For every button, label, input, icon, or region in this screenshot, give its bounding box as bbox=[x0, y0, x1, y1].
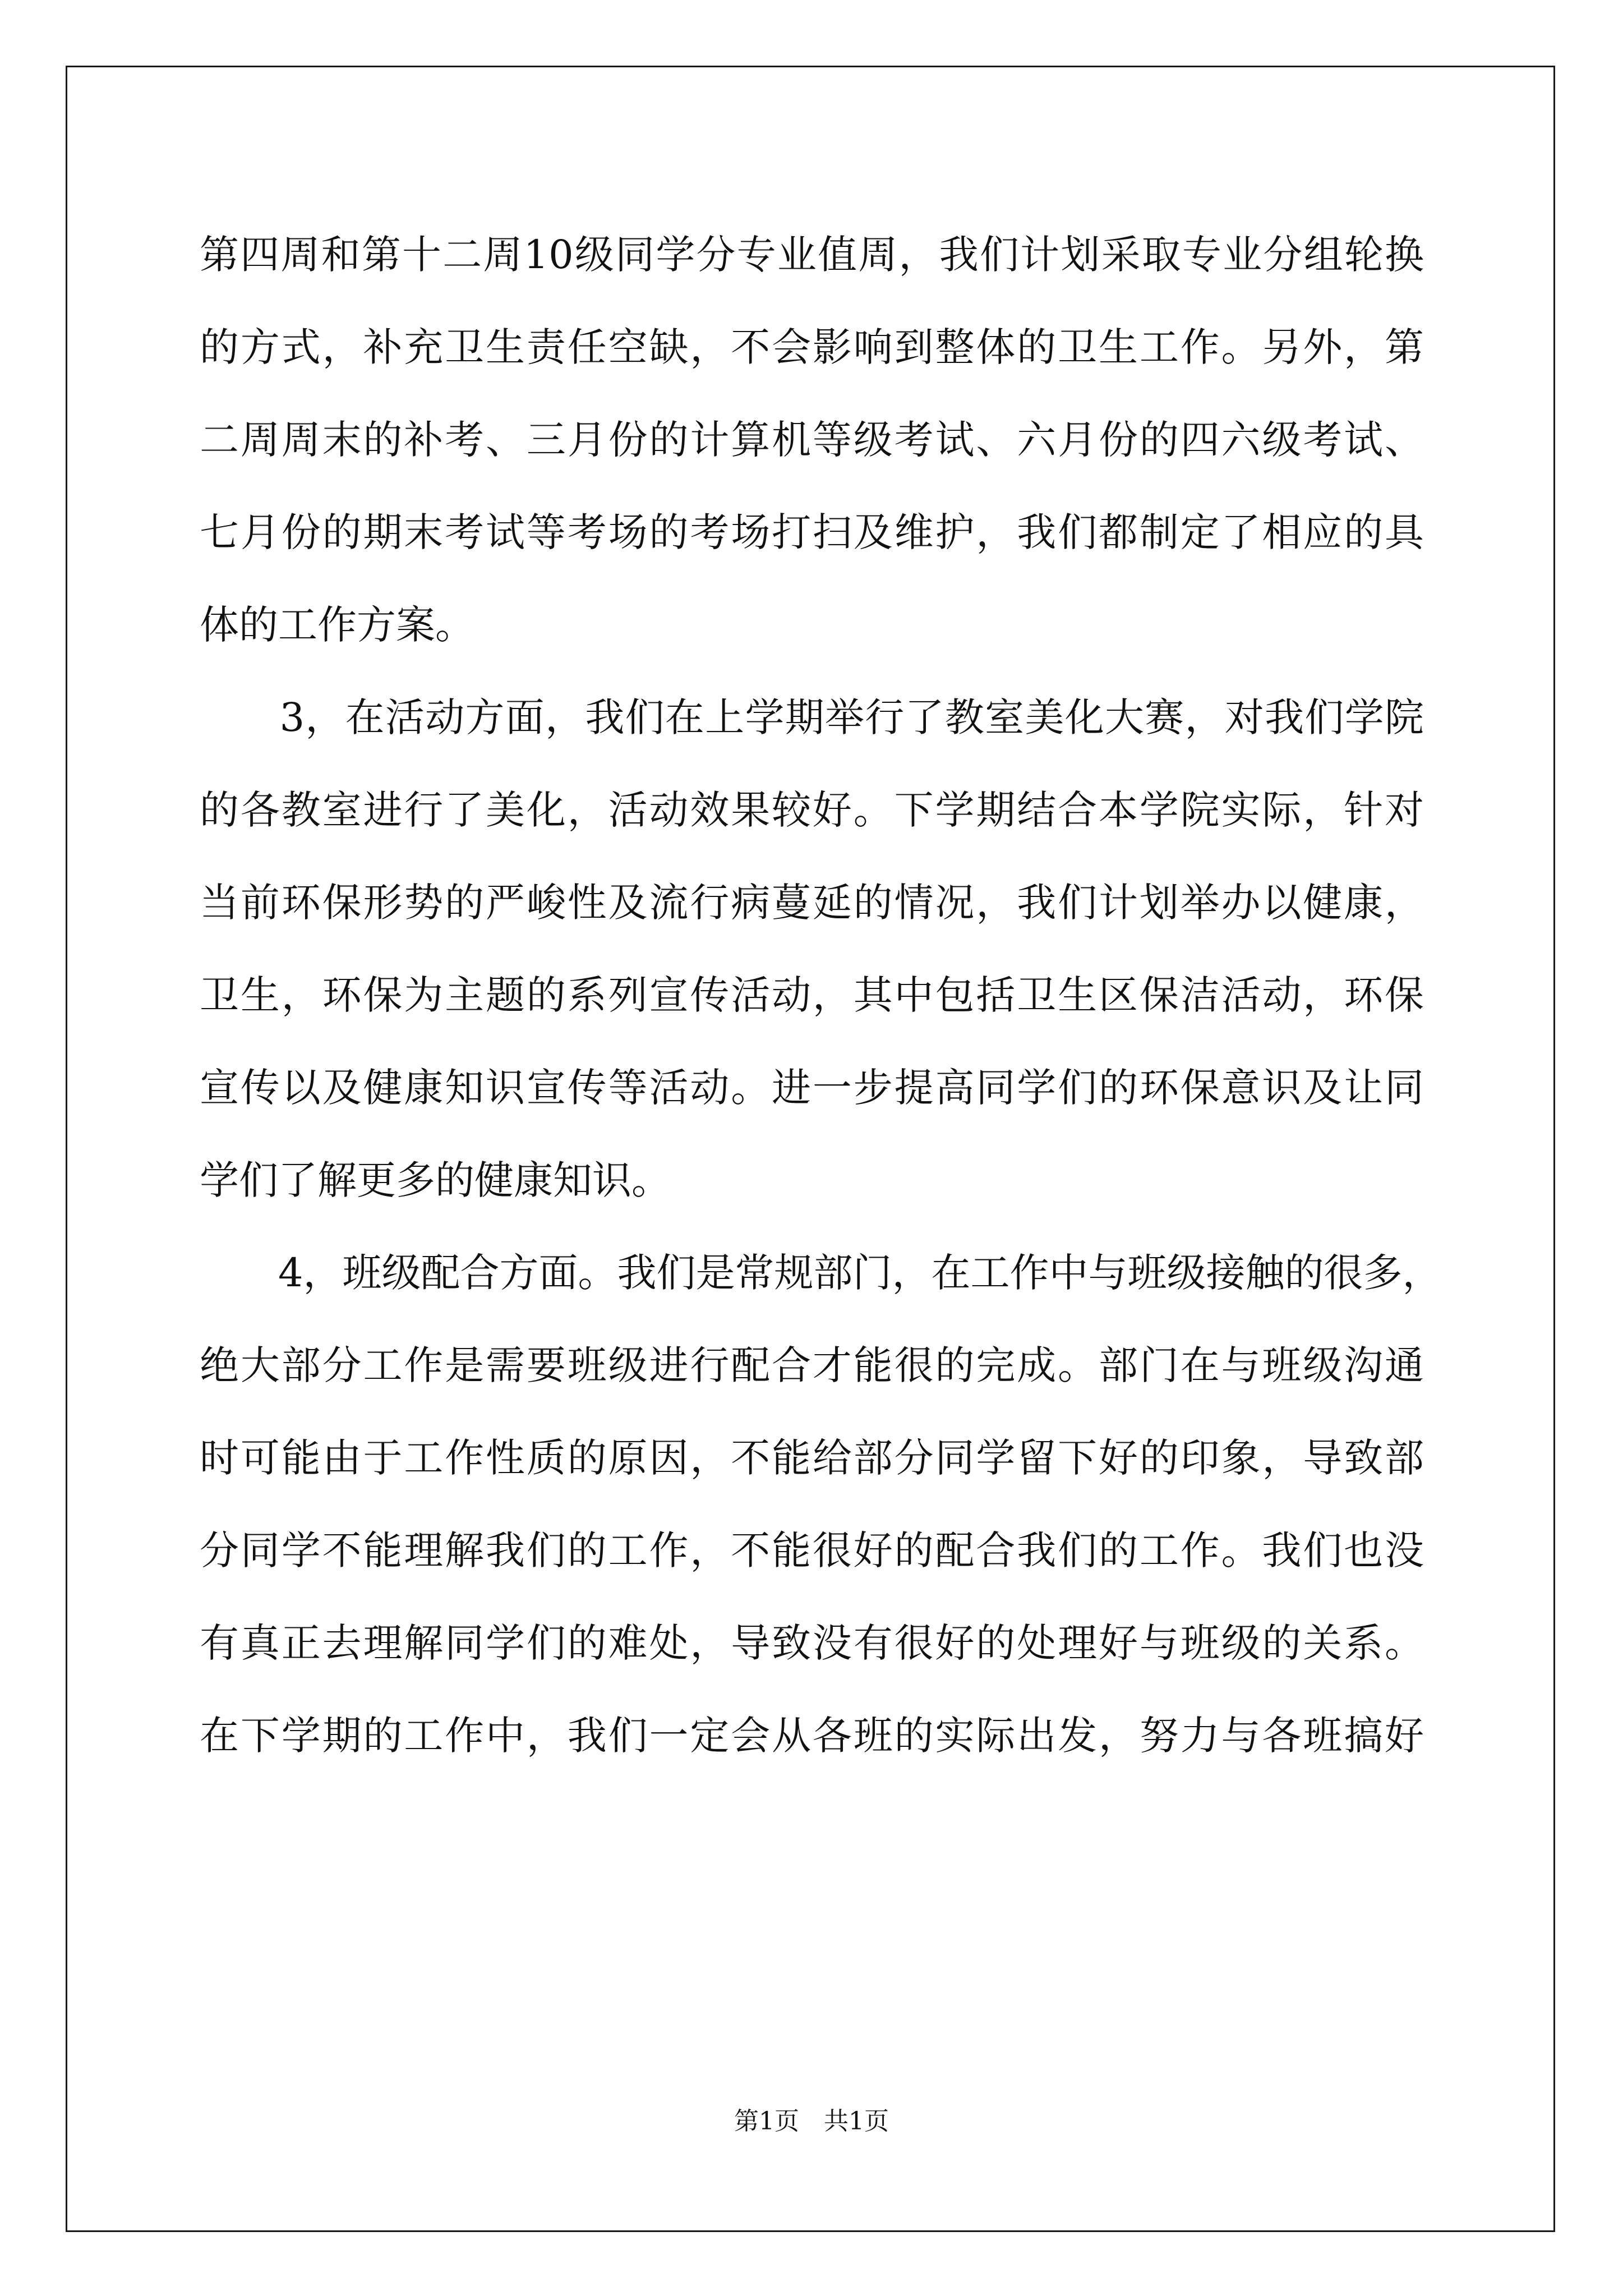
text-line: 3，在活动方面，我们在上学期举行了教室美化大赛，对我们学院 bbox=[200, 694, 1424, 740]
text-line: 第四周和第十二周10级同学分专业值周，我们计划采取专业分组轮换 bbox=[200, 232, 1424, 278]
page-number-footer: 第1页 共1页 bbox=[734, 2107, 889, 2136]
text-line: 分同学不能理解我们的工作，不能很好的配合我们的工作。我们也没 bbox=[200, 1527, 1424, 1573]
text-line: 学们了解更多的健康知识。 bbox=[200, 1157, 671, 1203]
text-line: 有真正去理解同学们的难处，导致没有很好的处理好与班级的关系。 bbox=[200, 1620, 1424, 1666]
text-line: 的方式，补充卫生责任空缺，不会影响到整体的卫生工作。另外，第 bbox=[200, 324, 1424, 370]
text-line: 体的工作方案。 bbox=[200, 602, 474, 648]
document-body bbox=[200, 209, 1442, 1782]
text-line: 宣传以及健康知识宣传等活动。进一步提高同学们的环保意识及让同 bbox=[200, 1065, 1424, 1111]
text-line: 七月份的期末考试等考场的考场打扫及维护，我们都制定了相应的具 bbox=[200, 509, 1424, 555]
text-line: 二周周末的补考、三月份的计算机等级考试、六月份的四六级考试、 bbox=[200, 417, 1424, 463]
text-line: 时可能由于工作性质的原因，不能给部分同学留下好的印象，导致部 bbox=[200, 1435, 1424, 1481]
text-line: 当前环保形势的严峻性及流行病蔓延的情况，我们计划举办以健康， bbox=[200, 880, 1424, 926]
text-line: 卫生，环保为主题的系列宣传活动，其中包括卫生区保洁活动，环保 bbox=[200, 972, 1424, 1018]
text-line: 绝大部分工作是需要班级进行配合才能很的完成。部门在与班级沟通 bbox=[200, 1342, 1424, 1388]
text-line: 在下学期的工作中，我们一定会从各班的实际出发，努力与各班搞好 bbox=[200, 1713, 1424, 1759]
text-line: 的各教室进行了美化，活动效果较好。下学期结合本学院实际，针对 bbox=[200, 787, 1424, 833]
text-line: 4，班级配合方面。我们是常规部门，在工作中与班级接触的很多， bbox=[200, 1250, 1442, 1296]
